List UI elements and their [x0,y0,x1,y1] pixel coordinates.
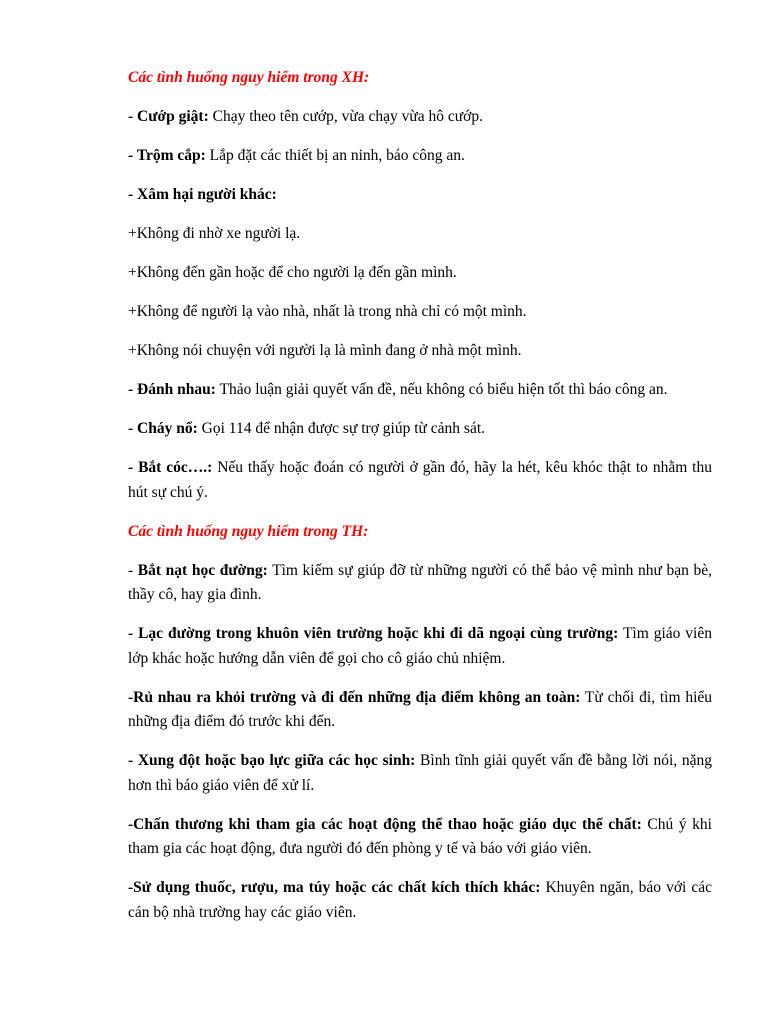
item-label: -Sử dụng thuốc, rượu, ma túy hoặc các chất kích thích khác: [128,879,541,896]
item-text: Chạy theo tên cướp, vừa chạy vừa hô cướp. [208,108,483,125]
item-danh-nhau [128,378,712,403]
item-lac-duong [128,622,712,671]
item-label: - Đánh nhau: [128,381,216,398]
item-label: - Xâm hại người khác: [128,186,277,203]
item-label: - Trộm cắp: [128,147,206,164]
item-label: - Xung đột hoặc bạo lực giữa các học sinh: [128,752,416,769]
sub-item-khong-de-vao-nha: +Không để người lạ vào nhà, nhất là trong nhà chỉ có một mình. [128,303,527,320]
item-ru-nhau [128,686,712,735]
item-label: - Lạc đường trong khuôn viên trường hoặc khi đi dã ngoại cùng trường: [128,625,619,642]
item-label: -Rủ nhau ra khỏi trường và đi đến những địa điểm không an toàn: [128,688,581,706]
item-text: Lắp đặt các thiết bị an ninh, báo công an. [205,147,465,164]
item-trom-cap [128,144,712,169]
item-xam-hai [128,183,712,208]
item-xung-dot [128,749,712,798]
item-text: Chú ý khi tham gia các hoạt động, đưa người đó đến phòng y tế và báo với giáo viên. [128,815,712,857]
item-cuop-giat [128,105,712,130]
item-text: Nếu thấy hoặc đoán có người ở gần đó, hãy la hét, kêu khóc thật to nhằm thu hút sự chú ý. [128,459,712,501]
item-chay-no [128,417,712,442]
sub-item-khong-di-nho-xe: +Không đi nhờ xe người lạ. [128,225,301,242]
item-text: Từ chối đi, tìm hiểu những địa điểm đó trước khi đến. [128,688,713,730]
item-su-dung-thuoc [128,876,712,925]
item-bat-nat [128,559,712,608]
item-text: Tìm kiếm sự giúp đỡ từ những người có thể bảo vệ mình như bạn bè, thầy cô, hay gia đình. [128,561,712,603]
sub-item-khong-den-gan: +Không đến gần hoặc để cho người lạ đến gần mình. [128,264,457,281]
section-heading-xh: Các tình huống nguy hiểm trong XH: [128,69,370,86]
item-label: - Bắt cóc….: [128,459,213,476]
sub-item-khong-noi-chuyen: +Không nói chuyện với người lạ là mình đang ở nhà một mình. [128,342,522,359]
item-label: Bắt nạt học đường: [137,561,268,579]
document-page [128,66,712,940]
item-prefix: - [128,561,138,579]
item-bat-coc [128,456,712,505]
item-label: - Cướp giật: [128,108,209,125]
item-text: Khuyên ngăn, báo với các cán bộ nhà trường hay các giáo viên. [128,879,712,921]
section-heading-th: Các tình huống nguy hiểm trong TH: [128,522,369,540]
item-text: Thảo luận giải quyết vấn đề, nếu không có biểu hiện tốt thì báo công an. [215,381,668,398]
item-text: Tìm giáo viên lớp khác hoặc hướng dẫn viên để gọi cho cô giáo chủ nhiệm. [128,625,712,667]
item-label: - Cháy nổ: [128,420,198,437]
item-label: -Chấn thương khi tham gia các hoạt động thể thao hoặc giáo dục thể chất: [128,815,642,833]
item-text: Bình tĩnh giải quyết vấn đề bằng lời nói, nặng hơn thì báo giáo viên để xử lí. [128,752,713,794]
item-text: Gọi 114 để nhận được sự trợ giúp từ cảnh sát. [197,420,486,437]
item-chan-thuong [128,813,712,862]
